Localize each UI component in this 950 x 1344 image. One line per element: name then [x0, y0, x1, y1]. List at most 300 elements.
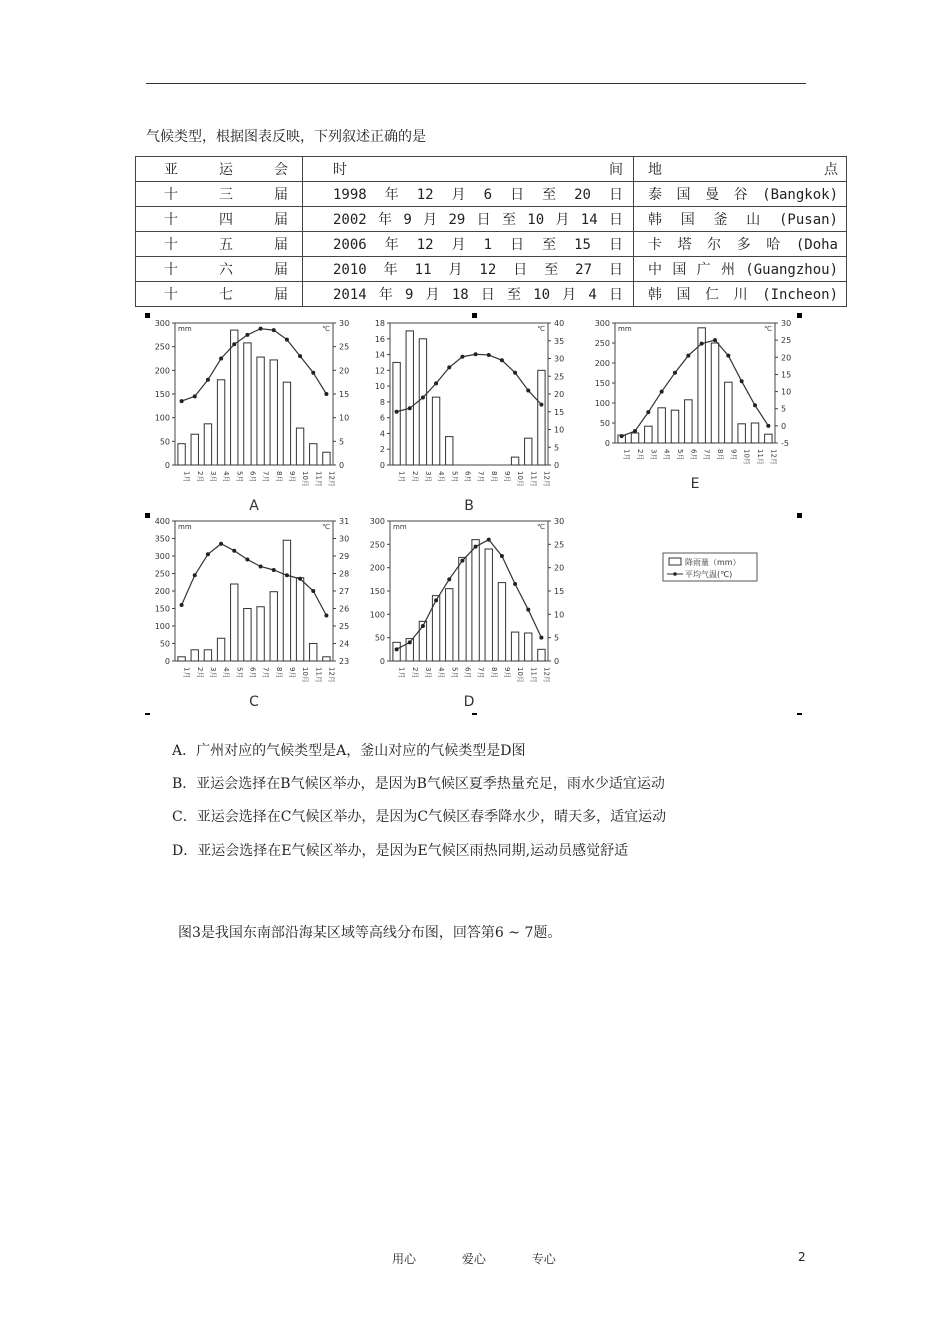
y-tick-label: 8: [379, 397, 385, 407]
y-tick-label: 50: [374, 633, 385, 643]
temp-point: [460, 355, 464, 359]
temp-point: [660, 390, 664, 394]
header-rule: [146, 83, 806, 84]
x-tick-label: 1月: [182, 471, 191, 483]
precip-bar: [765, 434, 772, 443]
chart-label: E: [690, 476, 700, 492]
temp-point: [245, 558, 249, 562]
y-tick-label: 250: [154, 342, 170, 352]
x-tick-label: 3月: [423, 667, 432, 679]
precip-bar: [711, 343, 718, 443]
y-tick-label: 16: [374, 334, 385, 344]
option-c: C．亚运会选择在C气候区举办，是因为C气候区春季降水少，晴天多，适宜运动: [172, 809, 667, 825]
y2-tick-label: 24: [339, 639, 350, 649]
temp-point: [526, 388, 530, 392]
x-tick-label: 2月: [636, 449, 644, 461]
temp-point: [673, 371, 677, 375]
temp-point: [487, 538, 491, 542]
x-tick-label: 4月: [662, 449, 671, 461]
question-3-intro: 图3是我国东南部沿海某区域等高线分布图，回答第6 ~ 7题。: [178, 925, 562, 941]
y-tick-label: 200: [594, 359, 610, 368]
y-tick-label: 0: [604, 439, 610, 448]
temp-point: [285, 338, 289, 342]
y2-tick-label: 30: [554, 517, 565, 526]
y2-tick-label: 23: [339, 657, 350, 666]
precip-bar: [671, 410, 678, 443]
selection-handle: [145, 513, 150, 518]
precip-bar: [296, 578, 303, 661]
precip-bar: [725, 382, 732, 443]
y-tick-label: 150: [369, 587, 385, 596]
precip-bar: [244, 343, 251, 465]
x-tick-label: 12月: [542, 667, 551, 683]
x-tick-label: 8月: [274, 471, 283, 483]
precip-bar: [738, 424, 745, 443]
y-tick-label: 4: [379, 429, 385, 439]
precip-bar: [525, 438, 532, 465]
x-tick-label: 12月: [542, 471, 551, 487]
y-tick-label: 50: [159, 639, 170, 649]
footer-item: 用心: [392, 1252, 417, 1266]
temp-point: [421, 624, 425, 628]
table-cell: 中国广州(Guangzhou): [634, 257, 847, 282]
y-tick-label: 18: [374, 319, 385, 328]
temp-unit-label: ℃: [537, 325, 545, 333]
precip-bar: [323, 657, 330, 661]
table-cell: 亚运会: [136, 157, 303, 182]
temp-point: [395, 647, 399, 651]
y-tick-label: 100: [154, 413, 170, 423]
y-tick-label: 14: [374, 350, 385, 360]
y2-tick-label: 0: [554, 461, 560, 470]
table-cell: 地点: [634, 157, 847, 182]
temp-point: [460, 559, 464, 563]
temp-point: [193, 573, 197, 577]
y2-tick-label: 10: [339, 413, 350, 423]
temp-point: [474, 545, 478, 549]
temp-point: [646, 410, 650, 414]
y2-tick-label: 5: [781, 404, 787, 414]
precip-bar: [393, 642, 400, 661]
precip-bar: [432, 397, 439, 465]
y2-tick-label: 30: [339, 319, 350, 328]
temp-point: [298, 577, 302, 581]
selection-handle: [797, 713, 802, 715]
temp-point: [206, 378, 210, 382]
y-tick-label: 300: [154, 319, 170, 328]
temp-point: [713, 338, 717, 342]
x-tick-label: 6月: [248, 471, 257, 483]
x-tick-label: 4月: [222, 667, 231, 679]
precip-bar: [296, 428, 303, 465]
temp-point: [324, 614, 328, 618]
temp-point: [700, 342, 704, 346]
selection-handle: [472, 713, 477, 715]
temp-point: [272, 568, 276, 572]
temp-point: [298, 354, 302, 358]
precip-unit-label: mm: [178, 325, 192, 333]
y2-tick-label: 15: [339, 390, 350, 399]
precip-bar: [459, 557, 466, 661]
y2-tick-label: 5: [339, 437, 345, 447]
x-tick-label: 11月: [529, 667, 538, 683]
option-d: D．亚运会选择在E气候区举办，是因为E气候区雨热同期,运动员感觉舒适: [172, 843, 629, 859]
y-tick-label: 300: [154, 552, 170, 561]
y-tick-label: 100: [369, 610, 385, 620]
y2-tick-label: 10: [781, 387, 792, 397]
precip-bar: [270, 360, 277, 465]
temp-point: [434, 381, 438, 385]
x-tick-label: 11月: [314, 667, 323, 683]
temp-point: [539, 636, 543, 640]
precip-bar: [511, 632, 518, 661]
table-row: [136, 282, 847, 307]
precip-bar: [217, 380, 224, 465]
temp-point: [620, 434, 624, 438]
precip-bar: [310, 444, 317, 465]
temp-point: [193, 394, 197, 398]
temp-line: [397, 540, 542, 650]
y2-tick-label: 25: [339, 342, 350, 352]
x-tick-label: 8月: [489, 471, 498, 483]
chart-label: A: [249, 498, 259, 514]
temp-point: [740, 379, 744, 383]
y2-tick-label: 31: [339, 517, 350, 526]
precip-bar: [244, 609, 251, 662]
table-cell: 2010年11月12日至27日: [303, 257, 634, 282]
x-tick-label: 6月: [689, 449, 698, 461]
selection-handle: [797, 513, 802, 518]
chart-label: D: [463, 694, 475, 710]
precip-bar: [419, 339, 426, 465]
precip-bar: [538, 649, 545, 661]
y-tick-label: 300: [369, 517, 385, 526]
legend-temp-label: 平均气温(℃): [685, 570, 733, 579]
x-tick-label: 12月: [769, 449, 778, 465]
y-tick-label: 50: [599, 419, 610, 428]
precip-unit-label: mm: [393, 523, 407, 531]
table-cell: 十五届: [136, 232, 303, 257]
x-tick-label: 10月: [742, 449, 751, 465]
x-tick-label: 2月: [195, 471, 204, 483]
y-tick-label: 100: [594, 399, 610, 408]
x-tick-label: 3月: [208, 667, 217, 679]
y2-tick-label: 25: [554, 372, 565, 382]
precip-bar: [446, 589, 453, 661]
y-tick-label: 400: [154, 517, 170, 526]
y2-tick-label: 5: [554, 633, 560, 643]
y-tick-label: 0: [164, 461, 170, 470]
y-tick-label: 2: [379, 445, 385, 455]
temp-unit-label: ℃: [322, 523, 330, 531]
temp-point: [259, 565, 263, 569]
temp-point: [311, 371, 315, 375]
y2-tick-label: 30: [781, 319, 792, 328]
y2-tick-label: 26: [339, 604, 350, 614]
y2-tick-label: 30: [339, 534, 350, 544]
x-tick-label: 10月: [516, 471, 525, 487]
y2-tick-label: 20: [554, 563, 565, 573]
x-tick-label: 3月: [649, 449, 658, 461]
y2-tick-label: 0: [554, 657, 560, 666]
x-tick-label: 4月: [437, 667, 446, 679]
x-tick-label: 9月: [502, 471, 511, 483]
x-tick-label: 11月: [529, 471, 538, 487]
temp-point: [259, 327, 263, 331]
temp-point: [272, 328, 276, 332]
precip-bar: [257, 357, 264, 465]
y2-tick-label: 30: [554, 354, 565, 364]
temp-point: [408, 406, 412, 410]
x-tick-label: 10月: [516, 667, 525, 683]
x-tick-label: 1月: [182, 667, 191, 679]
x-tick-label: 11月: [756, 449, 764, 465]
footer-item: 专心: [531, 1252, 556, 1266]
x-tick-label: 1月: [397, 471, 406, 483]
temp-point: [500, 358, 504, 362]
x-tick-label: 2月: [195, 667, 204, 679]
y-tick-label: 200: [154, 587, 170, 596]
x-tick-label: 3月: [208, 471, 217, 483]
x-tick-label: 11月: [314, 471, 323, 487]
x-tick-label: 5月: [450, 471, 459, 483]
x-tick-label: 9月: [287, 667, 296, 679]
climate-charts-figure: [145, 313, 802, 715]
legend-precip-label: 降雨量（mm）: [685, 558, 741, 567]
y2-tick-label: 15: [554, 587, 565, 596]
x-tick-label: 8月: [489, 667, 498, 679]
y-tick-label: 250: [154, 569, 170, 579]
x-tick-label: 4月: [437, 471, 446, 483]
temp-point: [487, 353, 491, 357]
x-tick-label: 9月: [729, 449, 738, 461]
x-tick-label: 1月: [397, 667, 406, 679]
precip-bar: [191, 650, 198, 661]
x-tick-label: 12月: [327, 667, 336, 683]
table-cell: 卡塔尔多哈(Doha: [634, 232, 847, 257]
temp-point: [633, 429, 637, 433]
temp-point: [232, 342, 236, 346]
precip-bar: [217, 638, 224, 661]
y-tick-label: 0: [379, 461, 385, 470]
x-tick-label: 9月: [502, 667, 511, 679]
x-tick-label: 4月: [222, 471, 231, 483]
temp-point: [232, 549, 236, 553]
table-cell: 十四届: [136, 207, 303, 232]
x-tick-label: 6月: [463, 667, 472, 679]
option-b: B．亚运会选择在B气候区举办，是因为B气候区夏季热量充足，雨水少适宜运动: [172, 776, 665, 792]
x-tick-label: 10月: [301, 471, 310, 487]
temp-point: [245, 333, 249, 337]
precip-bar: [178, 657, 185, 661]
y2-tick-label: 20: [339, 366, 350, 376]
x-tick-label: 6月: [463, 471, 472, 483]
temp-point: [180, 603, 184, 607]
precip-bar: [283, 540, 290, 661]
precip-bar: [310, 644, 317, 662]
precip-bar: [525, 633, 532, 661]
y2-tick-label: 15: [554, 407, 565, 417]
y2-tick-label: 5: [554, 443, 560, 453]
table-row: [136, 182, 847, 207]
temp-point: [526, 608, 530, 612]
precip-bar: [204, 424, 211, 465]
y2-tick-label: 10: [554, 610, 565, 620]
precip-bar: [406, 331, 413, 465]
table-cell: 2006年12月1日至15日: [303, 232, 634, 257]
y-tick-label: 250: [594, 339, 610, 348]
x-tick-label: 7月: [261, 471, 270, 483]
footer-item: 爱心: [461, 1252, 486, 1266]
table-cell: 十七届: [136, 282, 303, 307]
y2-tick-label: 25: [339, 622, 350, 631]
precip-bar: [511, 457, 518, 465]
x-tick-label: 10月: [301, 667, 310, 683]
temp-point: [206, 552, 210, 556]
precip-bar: [498, 583, 505, 661]
y2-tick-label: 0: [339, 461, 345, 470]
y2-tick-label: 20: [781, 353, 792, 363]
table-row: [136, 257, 847, 282]
selection-handle: [472, 313, 477, 318]
y-tick-label: 150: [154, 604, 170, 614]
temp-point: [539, 403, 543, 407]
y-tick-label: 50: [159, 437, 170, 447]
y-tick-label: 250: [369, 540, 385, 550]
temp-point: [285, 573, 289, 577]
precip-bar: [658, 408, 665, 443]
y-tick-label: 200: [154, 366, 170, 376]
table-cell: 十六届: [136, 257, 303, 282]
temp-point: [219, 542, 223, 546]
precip-unit-label: mm: [178, 523, 192, 531]
y-tick-label: 200: [369, 563, 385, 573]
legend-precip-swatch: [669, 558, 681, 565]
table-header-row: [136, 157, 847, 182]
temp-line: [182, 544, 327, 616]
table-cell: 韩国釜山(Pusan): [634, 207, 847, 232]
temp-point: [434, 598, 438, 602]
x-tick-label: 7月: [261, 667, 270, 679]
table-cell: 2014年9月18日至10月4日: [303, 282, 634, 307]
precip-bar: [178, 444, 185, 465]
temp-point: [474, 352, 478, 356]
y2-tick-label: 20: [554, 390, 565, 399]
temp-line: [182, 329, 327, 401]
y-tick-label: 300: [594, 319, 610, 328]
y2-tick-label: 15: [781, 370, 792, 380]
x-tick-label: 2月: [410, 471, 419, 483]
x-tick-label: 3月: [423, 471, 432, 483]
temp-unit-label: ℃: [764, 325, 772, 333]
temp-point: [421, 396, 425, 400]
temp-point: [408, 640, 412, 644]
y2-tick-label: 35: [554, 336, 565, 346]
chart-label: C: [249, 694, 259, 710]
x-tick-label: 2月: [410, 667, 419, 679]
chart-label: B: [464, 498, 474, 514]
temp-unit-label: ℃: [537, 523, 545, 531]
chart-frame: [175, 521, 333, 661]
precip-bar: [538, 370, 545, 465]
x-tick-label: 7月: [476, 667, 485, 679]
precip-bar: [231, 330, 238, 465]
y-tick-label: 6: [379, 413, 385, 423]
x-tick-label: 5月: [676, 449, 684, 461]
y2-tick-label: 25: [554, 540, 565, 550]
x-tick-label: 9月: [287, 471, 296, 483]
y-tick-label: 100: [154, 622, 170, 631]
y-tick-label: 150: [594, 379, 610, 388]
selection-handle: [145, 313, 150, 318]
temp-line: [397, 354, 542, 412]
temp-point: [686, 354, 690, 358]
option-a: A．广州对应的气候类型是A，釜山对应的气候类型是D图: [172, 743, 526, 759]
table-cell: 十三届: [136, 182, 303, 207]
question-intro: 气候类型，根据图表反映，下列叙述正确的是: [146, 129, 426, 145]
y2-tick-label: 29: [339, 552, 350, 561]
x-tick-label: 7月: [702, 449, 711, 461]
x-tick-label: 7月: [476, 471, 485, 483]
table-cell: 2002年9月29日至10月14日: [303, 207, 634, 232]
temp-point: [180, 399, 184, 403]
precip-bar: [751, 423, 758, 443]
asian-games-table: [135, 156, 847, 307]
temp-point: [395, 410, 399, 414]
x-tick-label: 5月: [235, 471, 244, 483]
y2-tick-label: 27: [339, 587, 350, 596]
precip-bar: [270, 592, 277, 661]
x-tick-label: 12月: [327, 471, 336, 487]
table-cell: 泰国曼谷(Bangkok): [634, 182, 847, 207]
footer-motto: [392, 1250, 578, 1267]
y-tick-label: 12: [374, 366, 385, 376]
y2-tick-label: 28: [339, 569, 350, 579]
y-tick-label: 150: [154, 390, 170, 399]
precip-bar: [446, 437, 453, 465]
temp-point: [513, 371, 517, 375]
precip-bar: [485, 549, 492, 661]
precip-bar: [231, 584, 238, 661]
y-tick-label: 350: [154, 534, 170, 544]
temp-point: [726, 354, 730, 358]
page-number: 2: [798, 1250, 806, 1264]
temp-line: [622, 340, 769, 436]
temp-point: [447, 365, 451, 369]
y-tick-label: 0: [164, 657, 170, 666]
temp-point: [500, 554, 504, 558]
table-row: [136, 232, 847, 257]
temp-point: [766, 424, 770, 428]
temp-point: [447, 577, 451, 581]
table-cell: 1998年12月6日至20日: [303, 182, 634, 207]
table-cell: 韩国仁川(Incheon): [634, 282, 847, 307]
y2-tick-label: -5: [781, 439, 789, 448]
precip-bar: [323, 452, 330, 465]
x-tick-label: 5月: [450, 667, 459, 679]
precip-bar: [685, 400, 692, 443]
precip-bar: [472, 540, 479, 661]
precip-bar: [283, 382, 290, 465]
precip-bar: [631, 433, 638, 443]
table-cell: 时间: [303, 157, 634, 182]
temp-point: [324, 392, 328, 396]
y2-tick-label: 25: [781, 336, 792, 346]
temp-point: [513, 582, 517, 586]
y-tick-label: 0: [379, 657, 385, 666]
selection-handle: [797, 313, 802, 318]
x-tick-label: 8月: [274, 667, 283, 679]
